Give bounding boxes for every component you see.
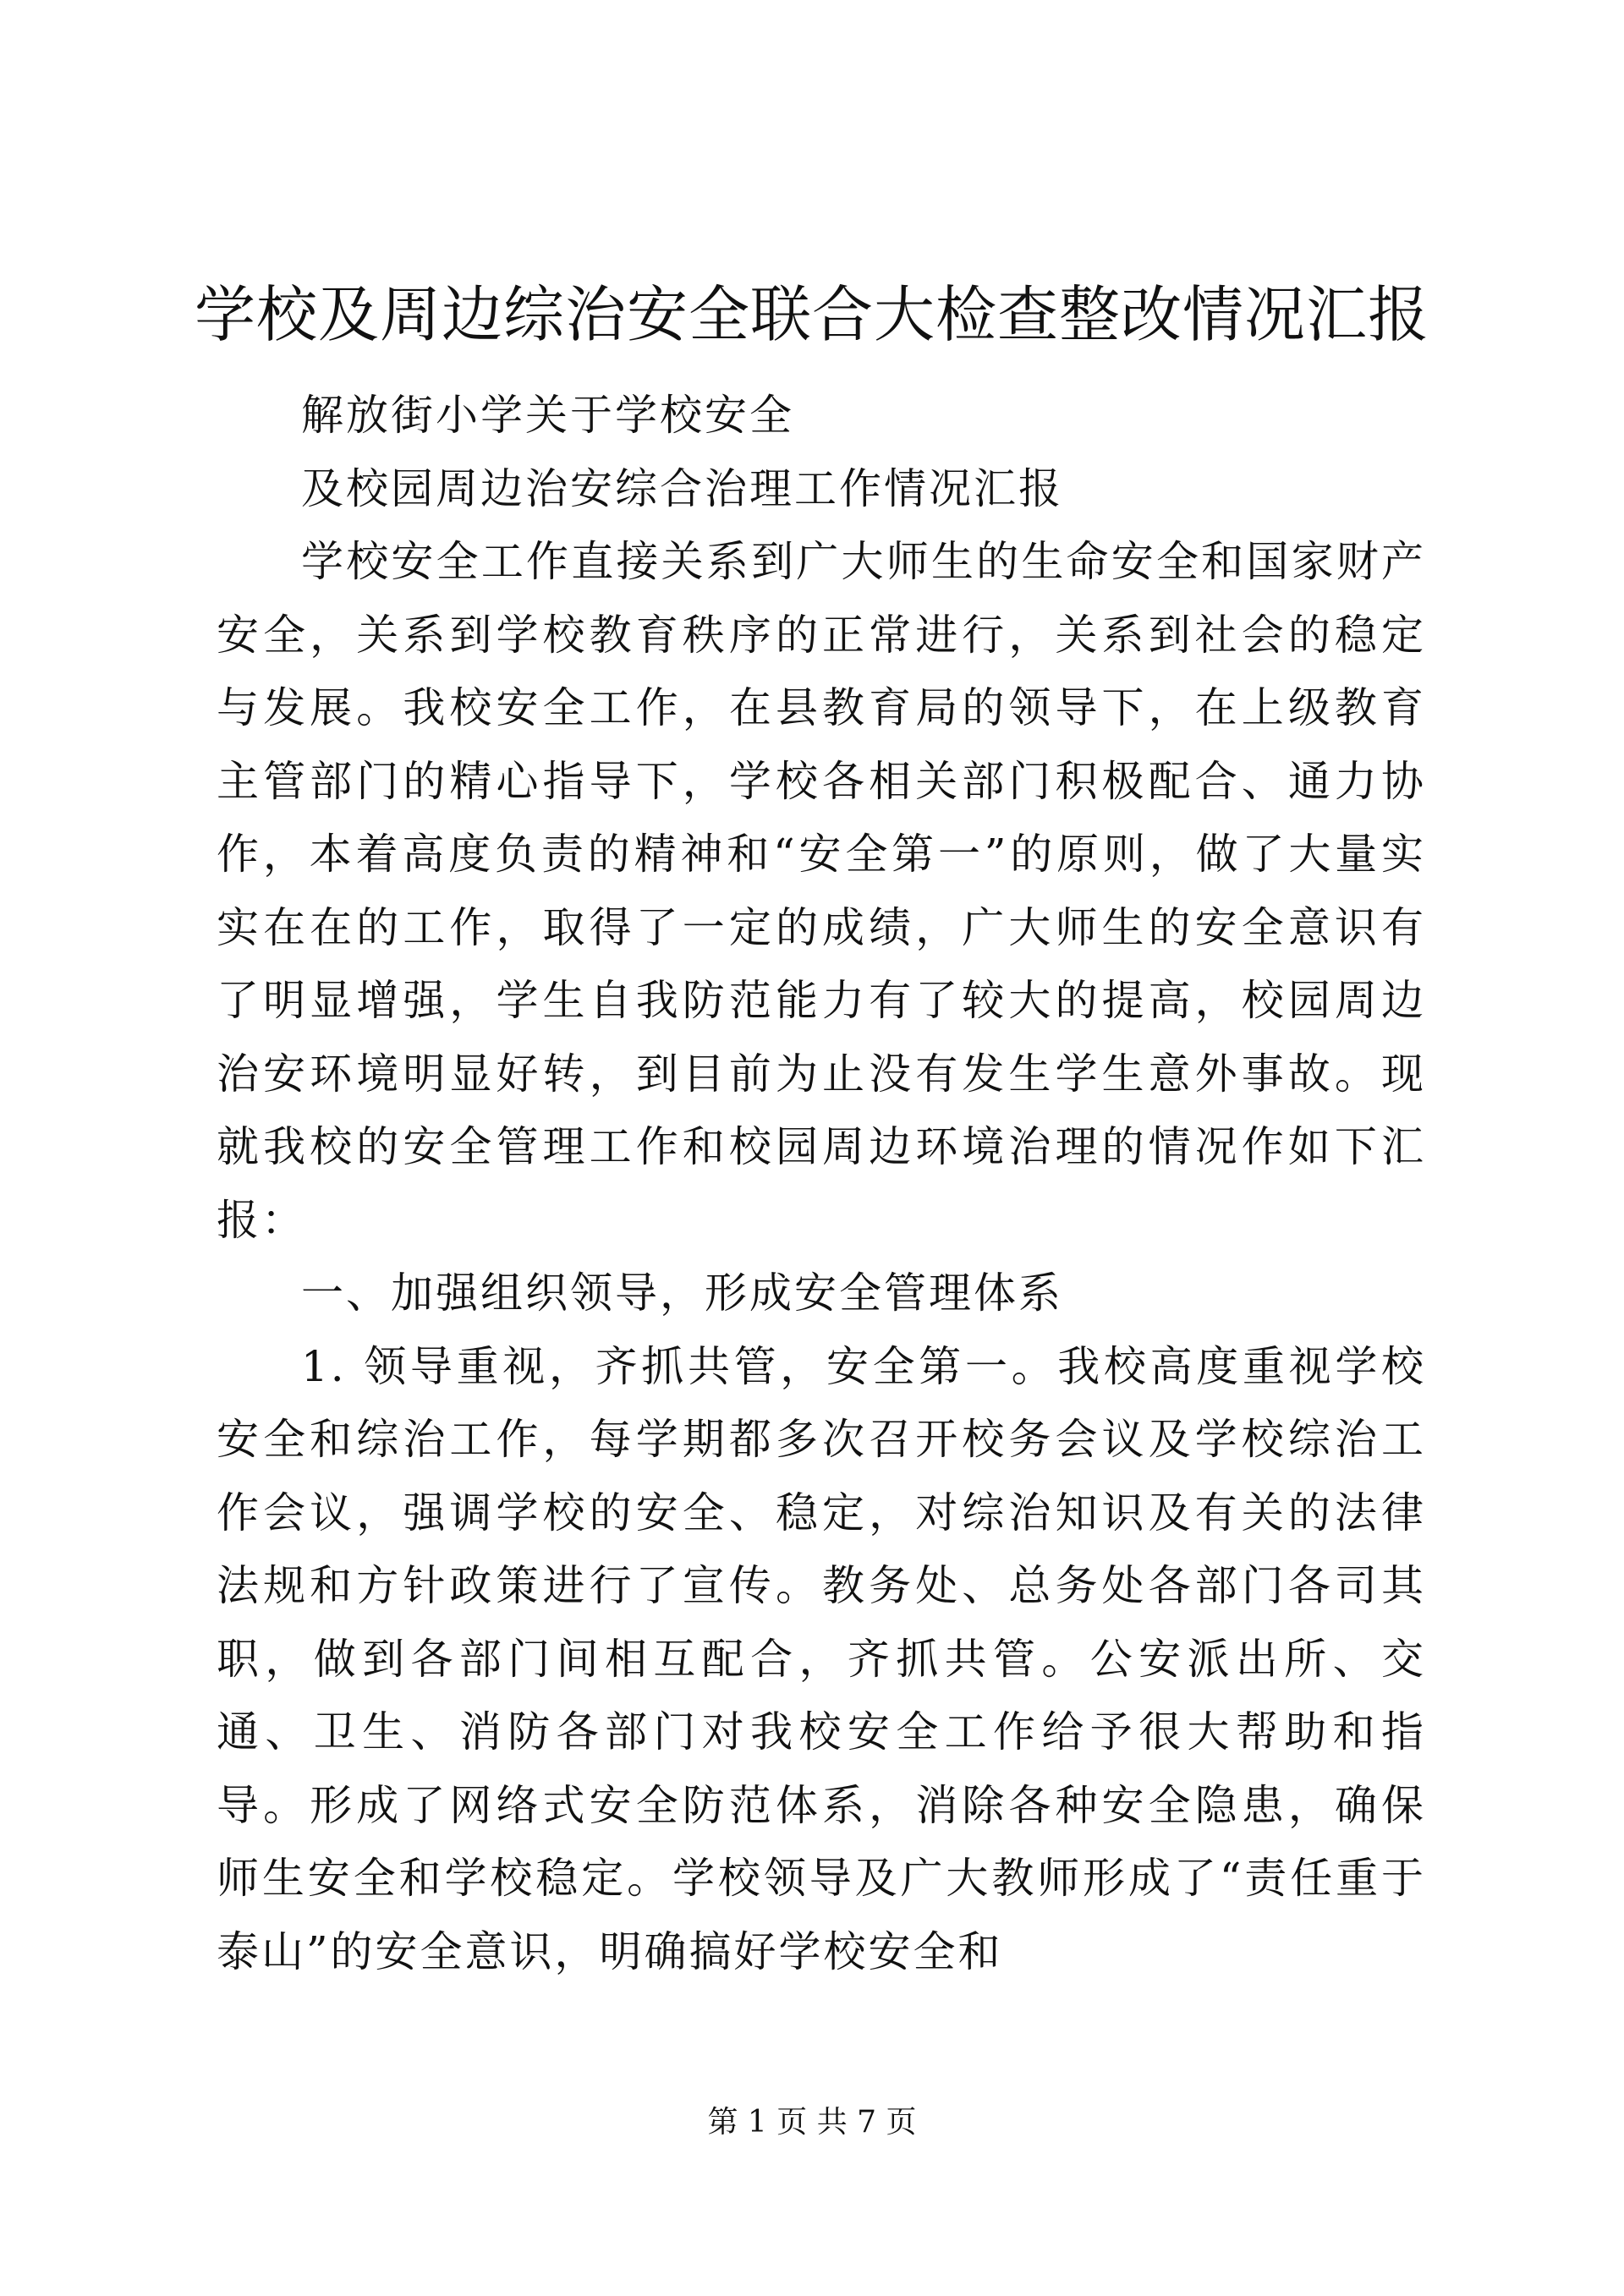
subtitle-line-1: 解放街小学关于学校安全 [301,391,794,440]
intro-paragraph: 学校安全工作直接关系到广大师生的生命安全和国家财产安全，关系到学校教育秩序的正常进行，关系到社会的稳定与发展。我校安全工作，在县教育局的领导下，在上级教育主管部门的精心指导下，学校各相关部门积极配合、通力协作，本着高度负责的精神和“安全第一”的原则，做了大量实实在在的工作，取得了一定的成绩，广大师生的安全意识有了明显增强，学生自我防范能力有了较大的提高，校园周边治安环境明显好转，到目前为止没有发生学生意外事故。现就我校的安全管理工作和校园周边环境治理的情况作如下汇报： [217,537,1426,1245]
page-footer: 第 1 页 共 7 页 [707,2105,917,2140]
paragraph-1-1: 1. 领导重视，齐抓共管，安全第一。我校高度重视学校安全和综治工作，每学期都多次召开校务会议及学校综治工作会议，强调学校的安全、稳定，对综治知识及有关的法律法规和方针政策进行了宣传。教务处、总务处各部门各司其职，做到各部门间相互配合，齐抓共管。公安派出所、交通、卫生、消防各部门对我校安全工作给予很大帮助和指导。形成了网络式安全防范体系，消除各种安全隐患，确保师生安全和学校稳定。学校领导及广大教师形成了“责任重于泰山”的安全意识，明确搞好学校安全和 [217,1341,1426,1976]
document-title: 学校及周边综治安全联合大检查整改情况汇报 [194,279,1429,350]
document-body [217,379,1426,1988]
section-1-heading: 一、加强组织领导，形成安全管理体系 [301,1269,1063,1318]
subtitle-line-2: 及校园周边治安综合治理工作情况汇报 [301,463,1063,513]
